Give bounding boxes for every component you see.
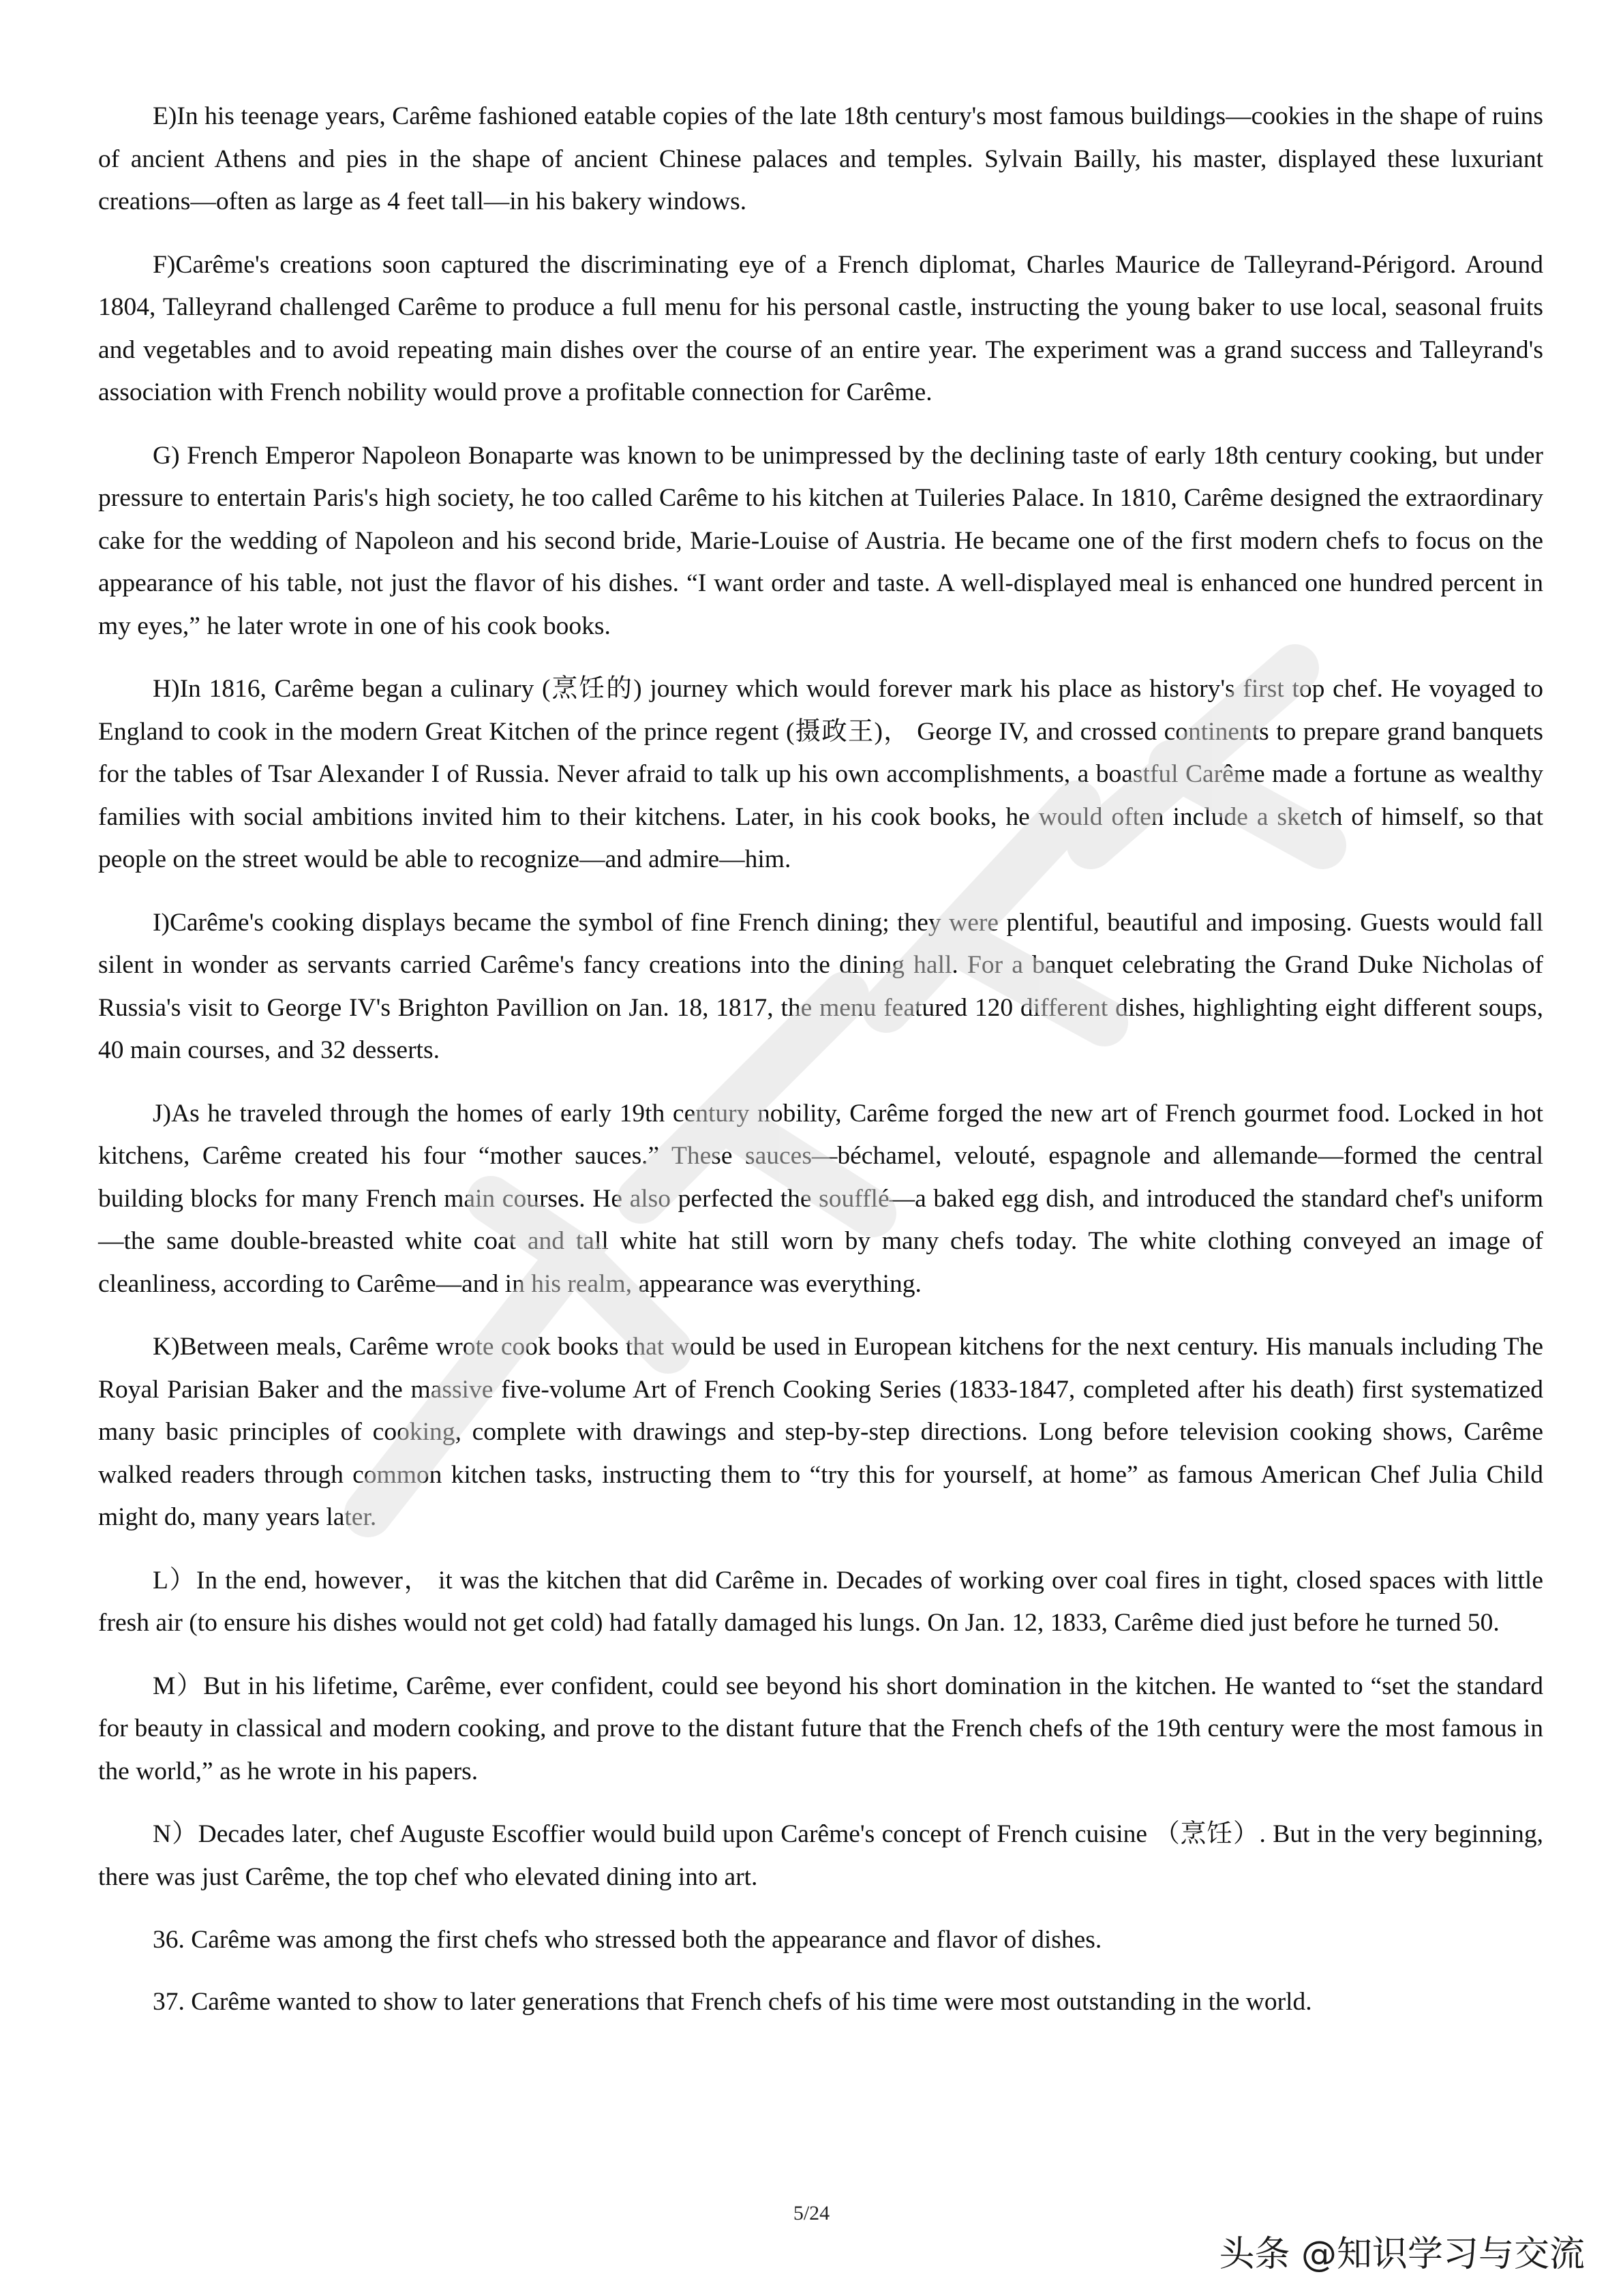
paragraph-i: I)Carême's cooking displays became the symbol of fine French dining; they were plentiful, beautiful and imposing. Guests would fall silent in wonder as servants carried Carême's fancy creations into the dining hall. For a banquet celebrating the Grand Duke Nicholas of Russia's visit to George IV's Brighton Pavillion on Jan. 18, 1817, the menu featured 120 different dishes, highlighting eight different soups, 40 main courses, and 32 desserts.: [98, 908, 1543, 1064]
paragraph-h: H)In 1816, Carême began a culinary (烹饪的) journey which would forever mark his place as history's first top chef. He voyaged to England to cook in the modern Great Kitchen of the prince regent (摄政王)， George IV, and crossed continents to prepare grand banquets for the tables of Tsar Alexander I of Russia. Never afraid to talk up his own accomplishments, a boastful Carême made a fortune as wealthy families with social ambitions invited him to their kitchens. Later, in his cook books, he would often include a sketch of himself, so that people on the street would be able to recognize—and admire—him.: [98, 675, 1543, 873]
question-36: 36. Carême was among the first chefs who stressed both the appearance and flavor of dishes.: [153, 1926, 1102, 1954]
paragraph-e: E)In his teenage years, Carême fashioned eatable copies of the late 18th century's most famous buildings—cookies in the shape of ruins of ancient Athens and pies in the shape of ancient Chinese palaces and temples. Sylvain Bailly, his master, displayed these luxuriant creations—often as large as 4 feet tall—in his bakery windows.: [98, 102, 1543, 215]
paragraph-f: F)Carême's creations soon captured the discriminating eye of a French diplomat, Charles Maurice de Talleyrand-Périgord. Around 1804, Talleyrand challenged Carême to produce a full menu for his personal castle, instructing the young baker to use local, seasonal fruits and vegetables and to avoid repeating main dishes over the course of an entire year. The experiment was a grand success and Talleyrand's association with French nobility would prove a profitable connection for Carême.: [98, 250, 1543, 406]
document-page: [98, 95, 1543, 2042]
page-number: 5/24: [793, 2202, 830, 2224]
paragraph-g: G) French Emperor Napoleon Bonaparte was known to be unimpressed by the declining taste of early 18th century cooking, but under pressure to entertain Paris's high society, he too called Carême to his kitchen at Tuileries Palace. In 1810, Carême designed the extraordinary cake for the wedding of Napoleon and his second bride, Marie-Louise of Austria. He became one of the first modern chefs to focus on the appearance of his table, not just the flavor of his dishes. “I want order and taste. A well-displayed meal is enhanced one hundred percent in my eyes,” he later wrote in one of his cook books.: [98, 441, 1543, 640]
paragraph-n: N）Decades later, chef Auguste Escoffier would build upon Carême's concept of French cuisine （烹饪）. But in the very beginning, there was just Carême, the top chef who elevated dining into art.: [98, 1820, 1543, 1891]
paragraph-j: J)As he traveled through the homes of early 19th century nobility, Carême forged the new art of French gourmet food. Locked in hot kitchens, Carême created his four “mother sauces.” These sauces—béchamel, velouté, espagnole and allemande—formed the central building blocks for many French main courses. He also perfected the soufflé—a baked egg dish, and introduced the standard chef's uniform—the same double-breasted white coat and tall white hat still worn by many chefs today. The white clothing conveyed an image of cleanliness, according to Carême—and in his realm, appearance was everything.: [98, 1099, 1543, 1298]
question-37: 37. Carême wanted to show to later generations that French chefs of his time were most outstanding in the world.: [153, 1987, 1312, 2016]
paragraph-m: M）But in his lifetime, Carême, ever confident, could see beyond his short domination in the kitchen. He wanted to “set the standard for beauty in classical and modern cooking, and prove to the distant future that the French chefs of the 19th century were the most famous in the world,” as he wrote in his papers.: [98, 1672, 1543, 1785]
paragraph-l: L）In the end, however， it was the kitchen that did Carême in. Decades of working over coal fires in tight, closed spaces with little fresh air (to ensure his dishes would not get cold) had fatally damaged his lungs. On Jan. 12, 1833, Carême died just before he turned 50.: [98, 1566, 1543, 1637]
paragraph-k: K)Between meals, Carême wrote cook books that would be used in European kitchens for the next century. His manuals including The Royal Parisian Baker and the massive five-volume Art of French Cooking Series (1833-1847, completed after his death) first systematized many basic principles of cooking, complete with drawings and step-by-step directions. Long before television cooking shows, Carême walked readers through common kitchen tasks, instructing them to “try this for yourself, at home” as famous American Chef Julia Child might do, many years later.: [98, 1333, 1543, 1531]
watermark-text: 头条 @知识学习与交流: [1219, 2234, 1585, 2275]
